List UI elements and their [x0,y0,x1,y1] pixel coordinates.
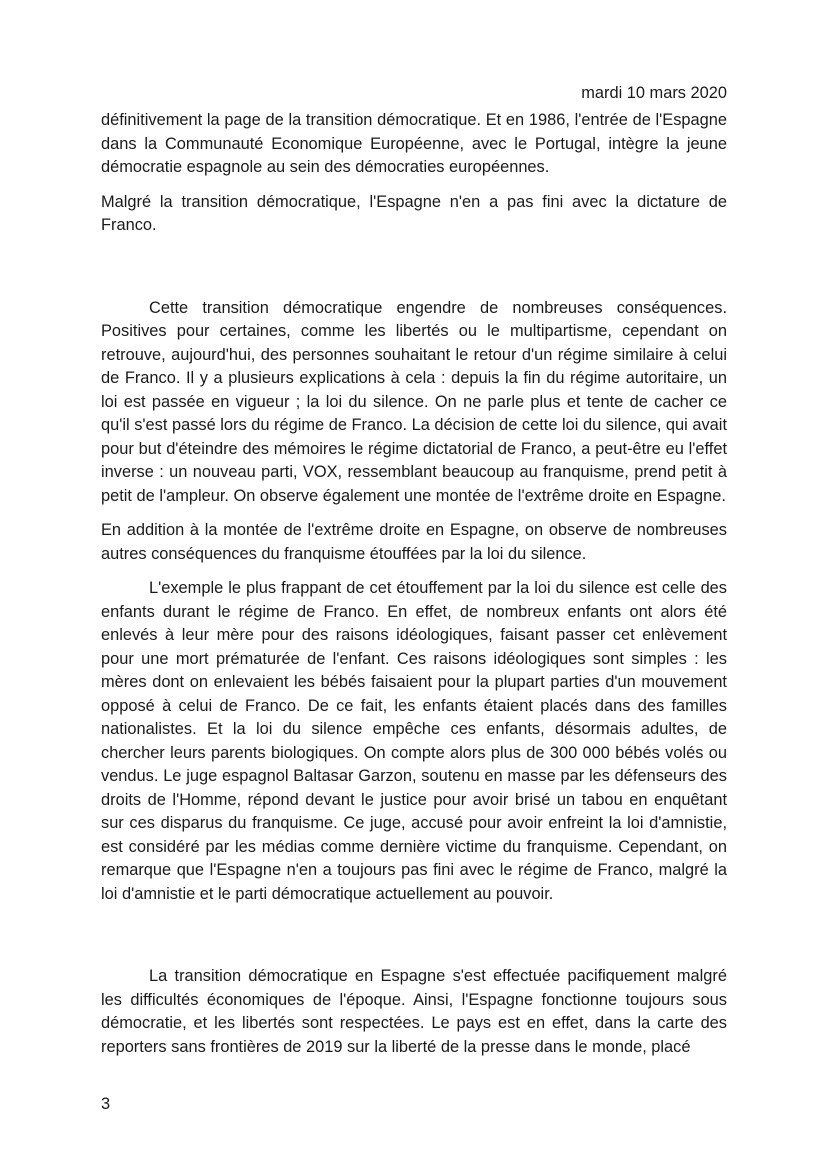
document-date: mardi 10 mars 2020 [581,84,727,102]
paragraph-continuation: définitivement la page de la transition démocratique. Et en 1986, l'entrée de l'Espagne dans la Communauté Economique Européenne, avec le Portugal, intègre la jeune démocratie espagnole au sein des démocraties européennes. [101,111,727,176]
paragraph-peaceful-transition: La transition démocratique en Espagne s'est effectuée pacifiquement malgré les difficultés économiques de l'époque. Ainsi, l'Espagne fonctionne toujours sous démocratie, et les libertés sont respectées. Le pays est en effet, dans la carte des reporters sans frontières de 2019 sur la liberté de la presse dans le monde, placé [101,967,727,1056]
page-number: 3 [101,1095,111,1113]
document-body [101,109,727,1059]
paragraph-other-consequences: En addition à la montée de l'extrême droite en Espagne, on observe de nombreuses autres conséquences du franquisme étouffées par la loi du silence. [101,521,727,563]
paragraph-stolen-children: L'exemple le plus frappant de cet étouffement par la loi du silence est celle des enfants durant le régime de Franco. En effet, de nombreux enfants ont alors été enlevés à leur mère pour des raisons idéologiques, faisant passer cet enlèvement pour une mort prématurée de l'enfant. Ces raisons idéologiques sont simples : les mères dont on enlevaient les bébés faisaient pour la plupart parties d'un mouvement opposé à celui de Franco. De ce fait, les enfants étaient placés dans des familles nationalistes. Et la loi du silence empêche ces enfants, désormais adultes, de chercher leurs parents biologiques. On compte alors plus de 300 000 bébés volés ou vendus. Le juge espagnol Baltasar Garzon, soutenu en masse par les défenseurs des droits de l'Homme, répond devant le justice pour avoir brisé un tabou en enquêtant sur ces disparus du franquisme. Ce juge, accusé pour avoir enfreint la loi d'amnistie, est considéré par les médias comme dernière victime du franquisme. Cependant, on remarque que l'Espagne n'en a toujours pas fini avec le régime de Franco, malgré la loi d'amnistie et le parti démocratique actuellement au pouvoir. [101,579,727,903]
paragraph-consequences: Cette transition démocratique engendre de nombreuses conséquences. Positives pour certaines, comme les libertés ou le multipartisme, cependant on retrouve, aujourd'hui, des personnes souhaitant le retour d'un régime similaire à celui de Franco. Il y a plusieurs explications à cela : depuis la fin du régime autoritaire, un loi est passée en vigueur ; la loi du silence. On ne parle plus et tente de cacher ce qu'il s'est passé lors du régime de Franco. La décision de cette loi du silence, qui avait pour but d'éteindre des mémoires le régime dictatorial de Franco, a peut-être eu l'effet inverse : un nouveau parti, VOX, ressemblant beaucoup au franquisme, prend petit à petit de l'ampleur. On observe également une montée de l'extrême droite en Espagne. [101,298,727,505]
paragraph-transition-conclusion: Malgré la transition démocratique, l'Espagne n'en a pas fini avec la dictature de Franco. [101,192,727,234]
